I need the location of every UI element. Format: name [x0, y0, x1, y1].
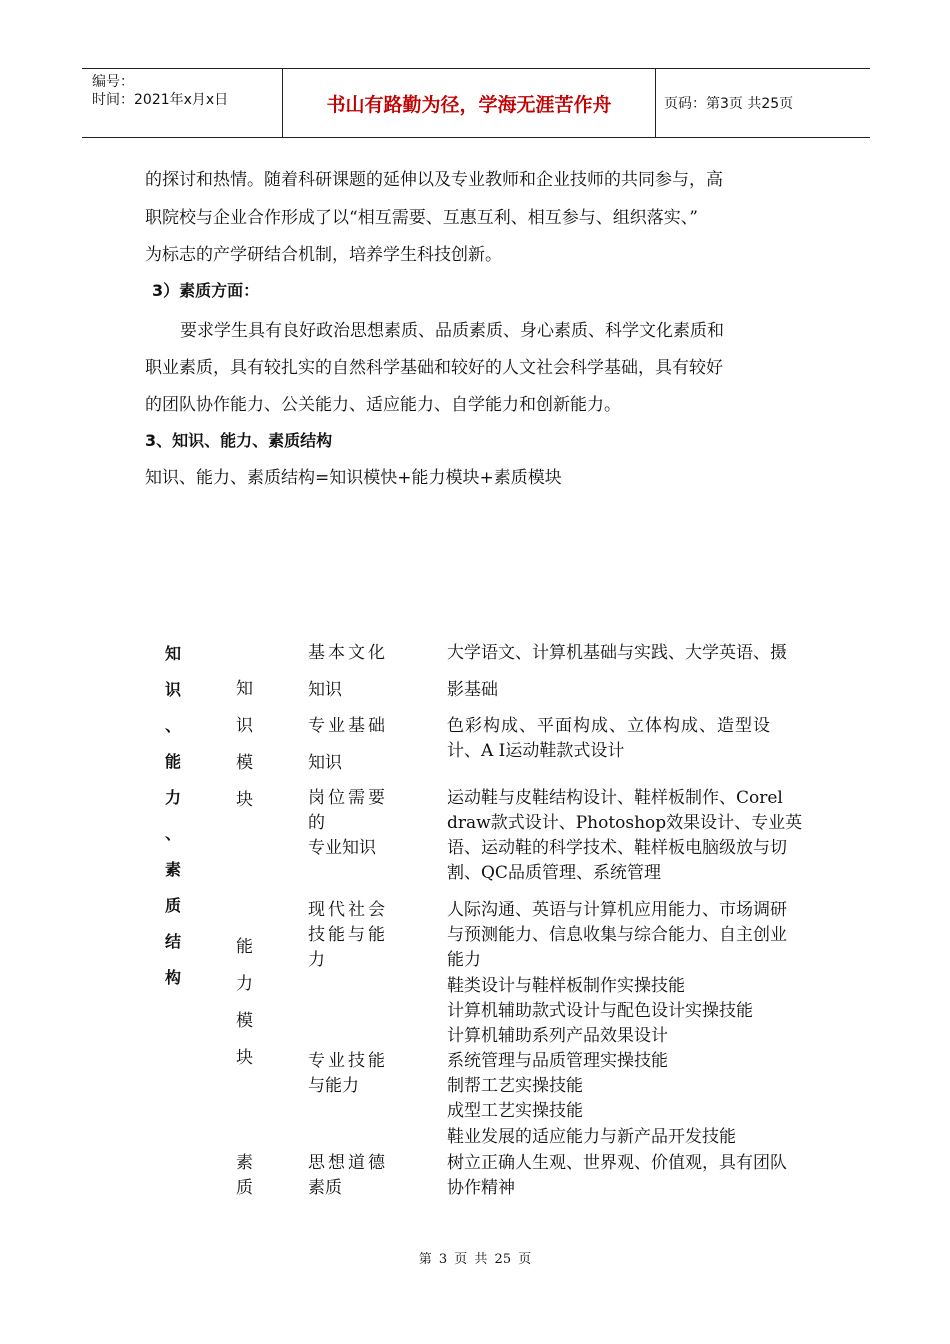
category-cell: 素质 [308, 1178, 342, 1198]
body-line: 要求学生具有良好政治思想素质、品质素质、身心素质、科学文化素质和 [180, 321, 724, 341]
category-cell: 专业技能 [308, 1051, 388, 1071]
category-cell: 力 [308, 950, 325, 970]
module-label-char: 素 [236, 1153, 253, 1173]
category-cell: 与能力 [308, 1076, 359, 1096]
document-number-label: 编号： [92, 74, 134, 90]
category-cell: 专业基础 [308, 716, 388, 736]
content-cell: 运动鞋与皮鞋结构设计、鞋样板制作、Corel [447, 788, 783, 808]
category-cell: 专业知识 [308, 838, 376, 858]
content-cell: 与预测能力、信息收集与综合能力、自主创业 [447, 925, 787, 945]
content-cell: 计算机辅助系列产品效果设计 [447, 1026, 668, 1046]
content-cell: 协作精神 [447, 1178, 515, 1198]
body-line: 为标志的产学研结合机制，培养学生科技创新。 [145, 245, 502, 265]
category-cell: 的 [308, 813, 325, 833]
module-label-char: 能 [236, 937, 253, 957]
content-cell: 鞋类设计与鞋样板制作实操技能 [447, 976, 685, 996]
content-cell: 影基础 [447, 680, 498, 700]
content-cell: 色彩构成、平面构成、立体构成、造型设 [447, 716, 771, 736]
main-label-char: 能 [165, 752, 182, 771]
category-cell: 现代社会 [308, 900, 388, 920]
category-cell: 基本文化 [308, 643, 388, 663]
content-cell: draw款式设计、Photoshop效果设计、专业英 [447, 813, 803, 833]
module-label-char: 知 [236, 679, 253, 699]
module-label-char: 模 [236, 753, 253, 773]
category-cell: 岗位需要 [308, 788, 388, 808]
module-label-char: 块 [236, 1048, 253, 1068]
content-cell: 系统管理与品质管理实操技能 [447, 1051, 668, 1071]
category-cell: 思想道德 [308, 1153, 388, 1173]
module-label-char: 力 [236, 974, 253, 994]
page-footer: 第 3 页 共 25 页 [418, 1252, 532, 1267]
main-label-char: 知 [165, 644, 182, 663]
category-cell: 知识 [308, 753, 342, 773]
main-label-char: 构 [165, 968, 182, 987]
body-line: 职业素质，具有较扎实的自然科学基础和较好的人文社会科学基础，具有较好 [145, 358, 723, 378]
main-label-char: 、 [165, 716, 182, 735]
main-label-char: 质 [165, 896, 182, 915]
section-heading-structure: 3、知识、能力、素质结构 [145, 431, 333, 450]
page-header [82, 68, 870, 138]
structure-formula: 知识、能力、素质结构=知识模快+能力模块+素质模块 [145, 468, 562, 488]
header-page-info: 页码：第3页 共25页 [664, 96, 794, 112]
header-motto: 书山有路勤为径，学海无涯苦作舟 [282, 69, 656, 137]
category-cell: 技能与能 [308, 925, 388, 945]
body-line: 的团队协作能力、公关能力、适应能力、自学能力和创新能力。 [145, 395, 621, 415]
content-cell: 计算机辅助款式设计与配色设计实操技能 [447, 1001, 753, 1021]
content-cell: 制帮工艺实操技能 [447, 1076, 583, 1096]
module-label-char: 识 [236, 716, 253, 736]
content-cell: 语、运动鞋的科学技术、鞋样板电脑级放与切 [447, 838, 787, 858]
main-label-char: 识 [165, 680, 182, 699]
content-cell: 能力 [447, 950, 481, 970]
document-date: 时间：2021年x月x日 [92, 92, 229, 108]
module-label-char: 块 [236, 790, 253, 810]
content-cell: 鞋业发展的适应能力与新产品开发技能 [447, 1127, 736, 1147]
content-cell: 树立正确人生观、世界观、价值观，具有团队 [447, 1153, 787, 1173]
content-cell: 割、QC品质管理、系统管理 [447, 863, 661, 883]
category-cell: 知识 [308, 680, 342, 700]
content-cell: 计、A I运动鞋款式设计 [447, 741, 625, 761]
main-label-char: 素 [165, 860, 182, 879]
content-cell: 成型工艺实操技能 [447, 1101, 583, 1121]
main-label-char: 力 [165, 788, 182, 807]
content-cell: 大学语文、计算机基础与实践、大学英语、摄 [447, 643, 787, 663]
body-line: 的探讨和热情。随着科研课题的延伸以及专业教师和企业技师的共同参与，高 [145, 170, 723, 190]
header-info-cell [82, 69, 282, 137]
main-label-char: 、 [165, 824, 182, 843]
module-label-char: 质 [236, 1178, 253, 1198]
module-label-char: 模 [236, 1011, 253, 1031]
section-heading-quality: 3）素质方面： [152, 281, 260, 300]
content-cell: 人际沟通、英语与计算机应用能力、市场调研 [447, 900, 787, 920]
body-line: 职院校与企业合作形成了以“相互需要、互惠互利、相互参与、组织落实、” [145, 208, 698, 228]
main-label-char: 结 [165, 932, 182, 951]
